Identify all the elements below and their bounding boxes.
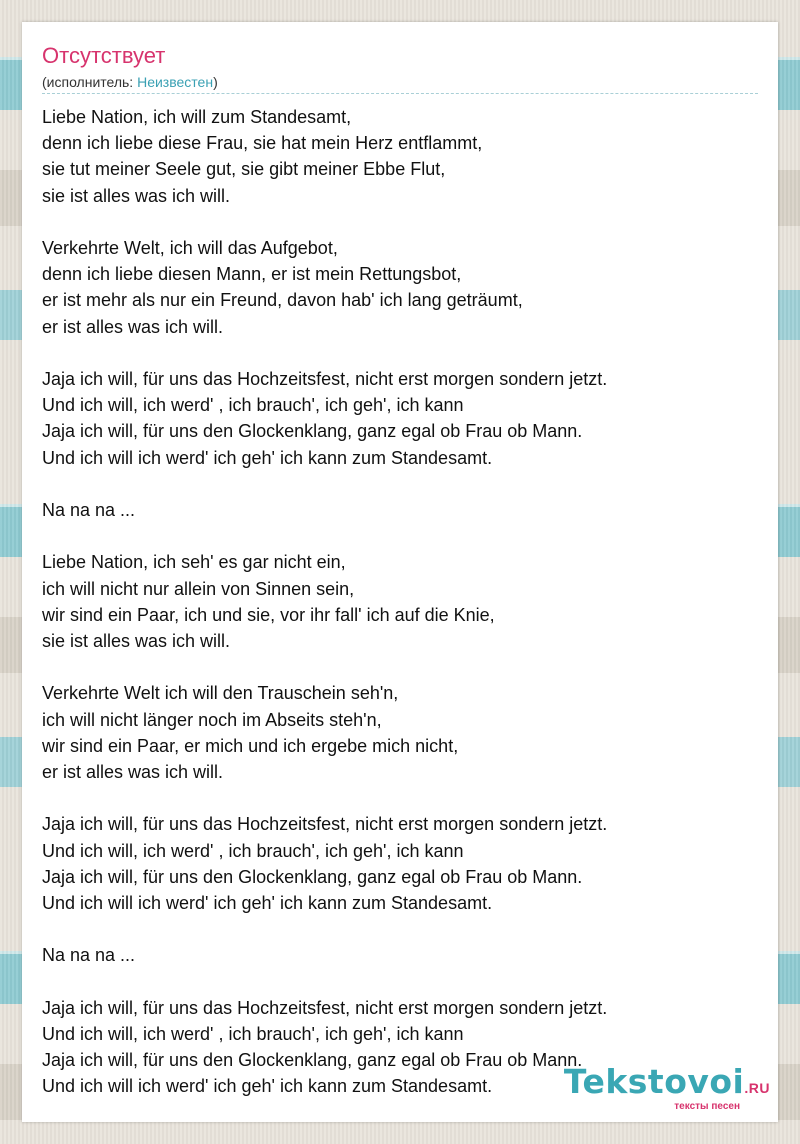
lyric-line: Liebe Nation, ich will zum Standesamt, — [42, 107, 352, 127]
artist-link[interactable]: Неизвестен — [137, 74, 214, 90]
lyric-stanza — [42, 680, 758, 785]
lyric-line: ich will nicht länger noch im Abseits steh'n, — [42, 709, 382, 730]
lyric-line: wir sind ein Paar, ich und sie, vor ihr fall' ich auf die Knie, — [42, 604, 495, 625]
lyric-line: sie ist alles was ich will. — [42, 631, 231, 651]
lyric-line: ich will nicht nur allein von Sinnen sein, — [42, 578, 355, 599]
lyric-line: Jaja ich will, für uns das Hochzeitsfest, nicht erst morgen sondern jetzt. — [42, 814, 608, 835]
lyric-line: Liebe Nation, ich seh' es gar nicht ein, — [42, 552, 346, 573]
artist-prefix: (исполнитель: — [42, 74, 138, 90]
song-title: Отсутствует — [42, 43, 166, 68]
lyric-stanza — [42, 942, 758, 968]
logo-main-text: Tekstovoi — [563, 1062, 745, 1101]
lyric-line: Und ich will ich werd' ich geh' ich kann zum Standesamt. — [42, 1076, 493, 1097]
lyric-line: Na na na ... — [42, 945, 136, 966]
logo-subtitle: тексты песен — [674, 1101, 740, 1112]
lyric-line: wir sind ein Paar, er mich und ich ergebe mich nicht, — [42, 735, 459, 756]
lyric-stanza — [42, 549, 758, 654]
lyric-line: Jaja ich will, für uns das Hochzeitsfest, nicht erst morgen sondern jetzt. — [42, 369, 608, 389]
logo-wordmark — [563, 1062, 770, 1105]
lyrics-text — [42, 104, 758, 1100]
logo-suffix: .RU — [744, 1080, 770, 1096]
lyric-line: sie tut meiner Seele gut, sie gibt meiner Ebbe Flut, — [42, 159, 446, 180]
site-logo[interactable] — [563, 1062, 770, 1112]
lyric-line: Jaja ich will, für uns den Glockenklang, ganz egal ob Frau ob Mann. — [42, 866, 583, 887]
lyric-line: er ist alles was ich will. — [42, 762, 224, 782]
lyric-line: er ist mehr als nur ein Freund, davon hab' ich lang geträumt, — [42, 290, 523, 311]
artist-suffix: ) — [213, 74, 218, 90]
lyric-line: Und ich will ich werd' ich geh' ich kann zum Standesamt. — [42, 893, 493, 913]
title-divider — [42, 93, 758, 94]
lyric-line: Verkehrte Welt, ich will das Aufgebot, — [42, 238, 338, 258]
lyric-line: denn ich liebe diese Frau, sie hat mein Herz entflammt, — [42, 133, 483, 154]
lyric-line: Na na na ... — [42, 500, 136, 520]
lyric-line: Jaja ich will, für uns den Glockenklang, ganz egal ob Frau ob Mann. — [42, 421, 583, 442]
lyric-line: Jaja ich will, für uns den Glockenklang, ganz egal ob Frau ob Mann. — [42, 1050, 583, 1071]
lyric-line: Jaja ich will, für uns das Hochzeitsfest, nicht erst morgen sondern jetzt. — [42, 997, 608, 1018]
lyric-line: Verkehrte Welt ich will den Trauschein seh'n, — [42, 683, 399, 704]
lyric-stanza — [42, 235, 758, 340]
lyrics-card — [22, 22, 778, 1122]
lyric-stanza — [42, 104, 758, 209]
artist-line — [42, 73, 218, 91]
lyric-line: er ist alles was ich will. — [42, 316, 224, 337]
lyric-line: sie ist alles was ich will. — [42, 185, 231, 206]
lyric-line: Und ich will ich werd' ich geh' ich kann zum Standesamt. — [42, 447, 493, 468]
lyric-line: Und ich will, ich werd' , ich brauch', ich geh', ich kann — [42, 1023, 464, 1044]
lyric-stanza — [42, 811, 758, 916]
lyric-line: denn ich liebe diesen Mann, er ist mein Rettungsbot, — [42, 264, 462, 285]
lyric-line: Und ich will, ich werd' , ich brauch', ich geh', ich kann — [42, 840, 464, 861]
lyric-stanza — [42, 366, 758, 471]
lyric-stanza — [42, 497, 758, 523]
lyric-line: Und ich will, ich werd' , ich brauch', ich geh', ich kann — [42, 395, 464, 416]
